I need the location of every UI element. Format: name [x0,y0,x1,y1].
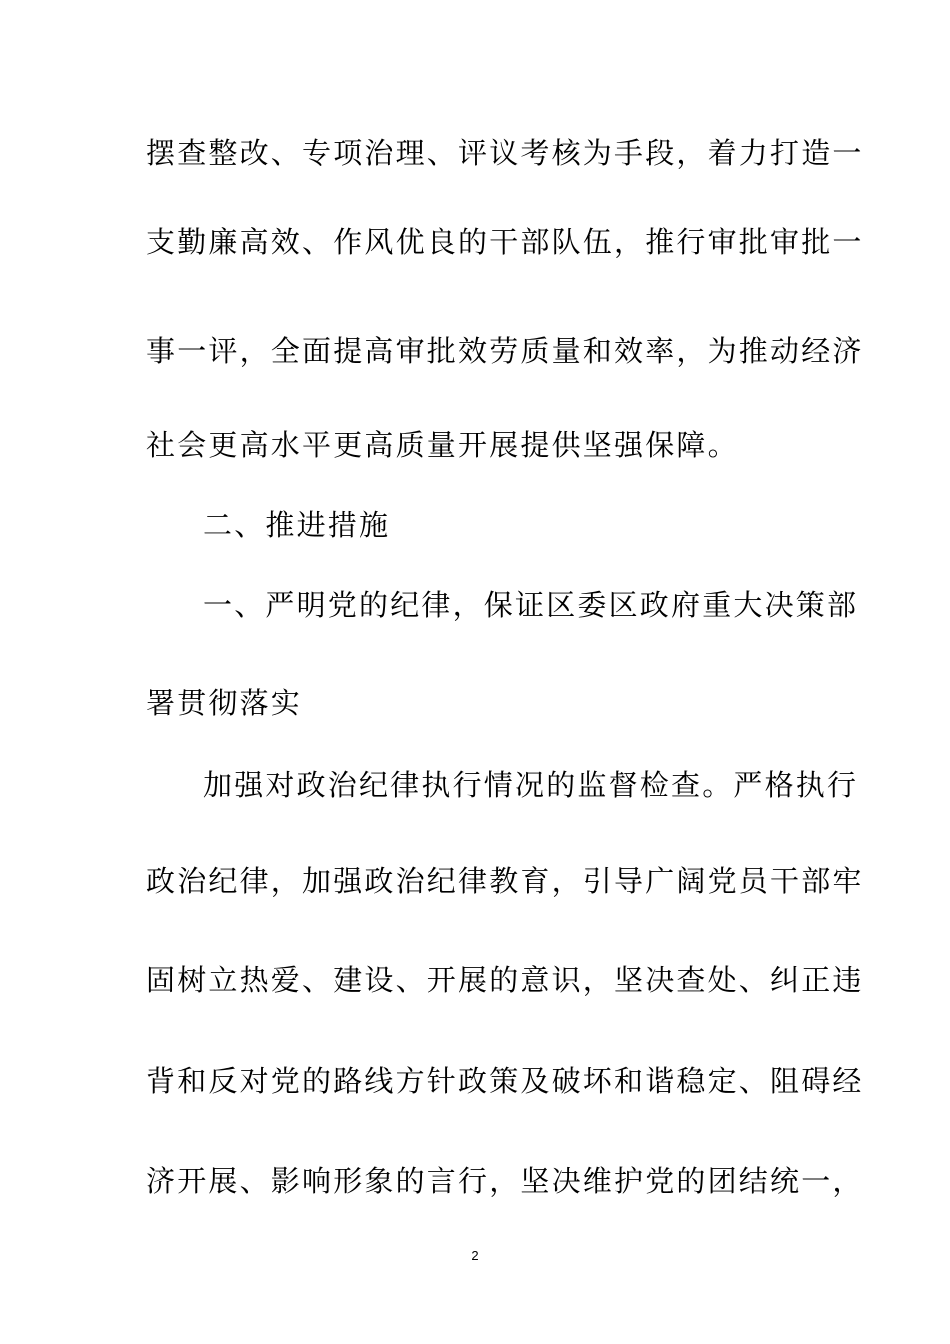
subsection-heading: 一、严明党的纪律，保证区委区政府重大决策部 [203,588,859,622]
paragraph-line: 事一评，全面提高审批效劳质量和效率，为推动经济 [146,334,864,368]
paragraph-line: 摆查整改、专项治理、评议考核为手段，着力打造一 [146,136,864,170]
paragraph-line: 济开展、影响形象的言行，坚决维护党的团结统一， [146,1164,864,1198]
paragraph-line: 政治纪律，加强政治纪律教育，引导广阔党员干部牢 [146,864,864,898]
paragraph-line: 固树立热爱、建设、开展的意识，坚决查处、纠正违 [146,963,864,997]
paragraph-line: 支勤廉高效、作风优良的干部队伍，推行审批审批一 [146,225,864,259]
paragraph-line: 社会更高水平更高质量开展提供坚强保障。 [146,428,739,462]
page-number: 2 [471,1248,479,1263]
section-heading: 二、推进措施 [203,508,391,542]
paragraph-line: 加强对政治纪律执行情况的监督检查。严格执行 [203,768,859,802]
paragraph-line: 背和反对党的路线方针政策及破坏和谐稳定、阻碍经 [146,1064,864,1098]
subsection-heading-continued: 署贯彻落实 [146,686,303,720]
